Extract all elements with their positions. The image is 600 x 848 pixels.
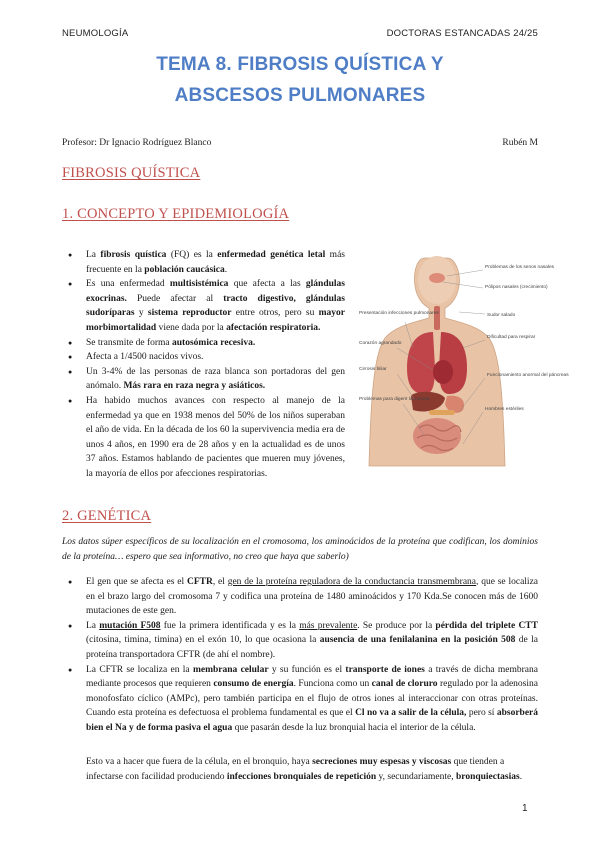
cystic-fibrosis-body-diagram	[355, 248, 569, 466]
list-item: ● Afecta a 1/4500 nacidos vivos.	[68, 352, 204, 363]
label-senos: Problemas de los senos nasales	[485, 265, 555, 270]
label-pancreas: Funcionamiento anormal del páncreas	[487, 373, 569, 378]
label-polipos: Pólipos nasales (crecimiento)	[485, 285, 548, 290]
label-infecciones: Presentación infecciones pulmonares	[359, 311, 439, 316]
genetics-intro: Los datos súper específicos de su localización en el cromosoma, los aminoácidos de la proteína que codifican, los dominios de la proteína… espero que sea informativo, no creo que haya que saberlo)	[62, 537, 538, 562]
list-item: ● Ha habido muchos avances con respecto al manejo de la enfermedad ya que en 1938 menos del 50% de los niños superaban el año de vida. En la década de los 60 la supervivencia media era de unos 4 años, en 1990 era de 28 años y en la actualidad es de unos 37 años. Estamos hablando de pacientes que mueren muy jóvenes, la mayoría de ellos por afecciones respiratorias.	[68, 395, 345, 479]
header-group: DOCTORAS ESTANCADAS 24/25	[386, 28, 538, 39]
page-title-line-1: TEMA 8. FIBROSIS QUÍSTICA Y	[156, 54, 444, 75]
list-item: ● La mutación F508 fue la primera identificada y es la más prevalente. Se produce por la pérdida del triplete CTT (citosina, timina, timina) en el exón 10, lo que ocasiona la ausencia de una fenilalanina en la posición 508 de la proteína transportadora CFTR (de ahí el nombre).	[68, 620, 538, 660]
list-item: ● Un 3-4% de las personas de raza blanca son portadoras del gen anómalo. Más rara en raza negra y asiáticos.	[68, 366, 345, 392]
header-subject: NEUMOLOGÍA	[62, 28, 129, 39]
list-item: ● La fibrosis quística (FQ) es la enfermedad genética letal más frecuente en la población caucásica.	[68, 250, 345, 275]
label-esteriles: Hombres estériles	[485, 407, 524, 412]
page-number: 1	[522, 803, 528, 814]
page-title-line-2: ABSCESOS PULMONARES	[174, 85, 426, 106]
professor-line: Profesor: Dr Ignacio Rodríguez Blanco	[62, 138, 212, 148]
author-line: Rubén M	[502, 138, 538, 148]
section-title-1: 1. CONCEPTO Y EPIDEMIOLOGÍA	[62, 206, 290, 222]
label-corazon: Corazón agrandado	[359, 341, 402, 346]
s2-bullet-list	[62, 575, 538, 736]
genetics-paragraph: Esto va a hacer que fuera de la célula, en el bronquio, haya secreciones muy espesas y viscosas que tienden a infectarse con facilidad produciendo infecciones bronquiales de repetición y, secundariamente, bronquiectasias.	[86, 757, 523, 782]
section-title-2: 2. GENÉTICA	[62, 508, 152, 524]
list-item: ● El gen que se afecta es el CFTR, el gen de la proteína reguladora de la conductancia transmembrana, que se localiza en el brazo largo del cromosoma 7 y codifica una proteína de 1480 aminoácidos y 170 Kda.Se conocen más de 1600 mutaciones de este gen.	[68, 577, 539, 617]
label-cirrosis: Cirrosis biliar	[359, 367, 387, 372]
label-respirar: Dificultad para respirar	[487, 335, 536, 340]
list-item: ● La CFTR se localiza en la membrana celular y su función es el transporte de iones a través de dicha membrana mediante procesos que requieren consumo de energía. Funciona como un canal de cloruro regulado por la adenosina monofosfato cíclico (AMPc), pero también participa en el flujo de otros iones al interaccionar con otras proteínas. Cuando esta proteína es defectuosa el problema fundamental es que el Cl no va a salir de la célula, pero sí absorberá bien el Na y de forma pasiva el agua que pasarán desde la luz bronquial hacia el interior de la célula.	[68, 664, 539, 733]
section-title-main: FIBROSIS QUÍSTICA	[62, 165, 201, 181]
label-sudor: Sudor salado	[487, 313, 516, 318]
list-item: ● Es una enfermedad multisistémica que afecta a las glándulas exocrinas. Puede afectar al tracto digestivo, glándulas sudoríparas y sistema reproductor entre otros, pero su mayor morbimortalidad viene dada por la afectación respiratoria.	[68, 279, 345, 333]
label-digerir: Problemas para digerir la comida	[359, 397, 430, 402]
list-item: ● Se transmite de forma autosómica recesiva.	[68, 337, 256, 348]
s1-bullet-list	[62, 248, 345, 482]
